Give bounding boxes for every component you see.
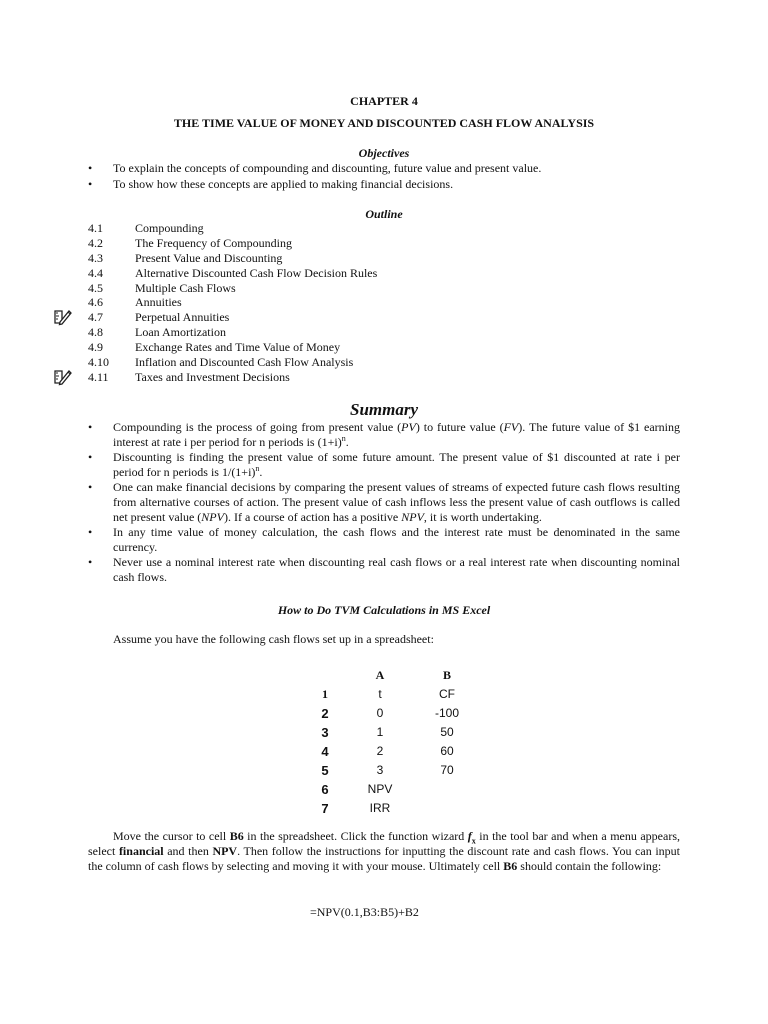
summary-bullet: • Never use a nominal interest rate when discounting real cash flows or a real interest rate when discounting nominal cash flows.: [88, 555, 680, 584]
outline-number: 4.7: [88, 310, 103, 325]
chapter-number: CHAPTER 4: [350, 94, 418, 108]
objectives-heading: Objectives: [358, 146, 410, 160]
outline-label: Perpetual Annuities: [135, 310, 230, 325]
cell-a: 2: [376, 744, 384, 758]
bullet-icon: •: [88, 177, 93, 191]
outline-label: Annuities: [135, 295, 182, 310]
outline-number: 4.10: [88, 355, 109, 370]
outline-number: 4.6: [88, 295, 103, 310]
outline-label: Alternative Discounted Cash Flow Decision Rules: [135, 265, 378, 280]
column-header: B: [442, 668, 451, 682]
bullet-icon: •: [88, 480, 93, 494]
cell-a: 1: [376, 725, 384, 739]
summary-bullet: • Compounding is the process of going from present value (PV) to future value (FV). The future value of $1 earning interest at rate i per period for n periods is $(1+i)^n$.: [88, 420, 681, 449]
row-number: 6: [321, 782, 329, 797]
outline-number: 4.3: [88, 250, 103, 265]
row-number: 5: [321, 763, 329, 778]
cell-a: NPV: [367, 782, 393, 796]
outline-label: Loan Amortization: [135, 325, 226, 340]
cell-b: CF: [439, 687, 455, 701]
bullet-icon: •: [88, 555, 93, 569]
summary-bullet: • In any time value of money calculation, the cash flows and the interest rate must be denominated in the same currency.: [88, 525, 680, 554]
chapter-title: THE TIME VALUE OF MONEY AND DISCOUNTED CASH FLOW ANALYSIS: [173, 116, 595, 130]
cell-b: 70: [440, 763, 454, 777]
bullet-icon: •: [88, 450, 93, 464]
assume-paragraph: Assume you have the following cash flows set up in a spreadsheet:: [113, 632, 434, 646]
bullet-icon: •: [88, 420, 93, 434]
outline-label: Exchange Rates and Time Value of Money: [135, 340, 341, 355]
bullet-icon: •: [88, 161, 93, 175]
instructions-paragraph: Move the cursor to cell B6 in the spreadsheet. Click the function wizard $f_x$ in the tool bar and when a menu appears, select financial and then NPV. Then follow the instructions for inputting the discount rate and cash flows. You can input the column of cash flows by selecting and moving it with your mouse. Ultimately cell B6 should contain the following:: [88, 829, 680, 873]
outline-number: 4.1: [88, 221, 103, 235]
cell-b: 60: [440, 744, 454, 758]
outline-heading: Outline: [365, 207, 403, 221]
outline-number: 4.11: [88, 369, 109, 384]
cell-a: IRR: [369, 801, 391, 815]
outline-number: 4.2: [88, 235, 103, 250]
pencil-ruler-icon: [53, 308, 73, 326]
bullet-icon: •: [88, 525, 93, 539]
summary-bullet-list: [88, 420, 680, 585]
outline-number: 4.9: [88, 340, 103, 355]
summary-bullet: • One can make financial decisions by comparing the present values of streams of expected future cash flows resulting from alternative courses of action. The present value of cash inflows less the present value of cash outflows is called net present value (NPV). If a course of action has a positive NPV, it is worth undertaking.: [88, 480, 680, 524]
outline-number: 4.8: [88, 325, 103, 340]
outline-label: Compounding: [135, 221, 204, 235]
row-number: 1: [322, 687, 328, 701]
cell-a: 0: [376, 706, 384, 720]
outline-label: Inflation and Discounted Cash Flow Analysis: [135, 355, 354, 370]
outline-label: Taxes and Investment Decisions: [135, 369, 290, 384]
row-number: 3: [321, 725, 329, 740]
row-number: 4: [321, 744, 329, 759]
pencil-ruler-icon: [53, 368, 73, 386]
summary-heading: Summary: [349, 400, 419, 419]
outline-label: Present Value and Discounting: [135, 250, 283, 265]
cell-a: 3: [376, 763, 384, 777]
npv-formula: =NPV(0.1,B3:B5)+B2: [310, 905, 419, 919]
row-number: 2: [321, 706, 329, 721]
column-header: A: [375, 668, 385, 682]
cell-b: 50: [440, 725, 454, 739]
row-number: 7: [321, 801, 329, 816]
cell-b: -100: [434, 706, 460, 720]
outline-label: Multiple Cash Flows: [135, 280, 236, 295]
document-page: CHAPTER 4 THE TIME VALUE OF MONEY AND DISCOUNTED CASH FLOW ANALYSIS Objectives • To explain the concepts of compounding and discounting, future value and present value. • To show how these concepts are applied to making financial decisions. Outline 4.1 Compounding 4.2 The Frequency of Compounding 4.3 Present Value and Discounting 4.4 Alternative Discounted Cash Flow Decision Rules 4.5 Multiple Cash Flows 4.6 Annuities 4.7 Perpetual Annuities 4.8 Loan Amortization 4.9 Exchange Rates and Time Value of Money 4.10 Inflation and Discounted Cash Flow Analysis 4.11 Taxes and Investment Decisions Summary • Compounding is the process of going from present value (PV) to future value (FV). The future value of $1 earning interest at rate i per period for n periods is $(1+i)^n$. • Discounting is finding the present value of some future amount. The present value of $1 discounted at rate i per period for n periods is $1/(1+i)^n$. • One can make financial decisions by comparing the present values of streams of expected future cash flows resulting from alternative courses of action. The present value of cash inflows less the present value of cash outflows is called net present value (NPV). If a course of action has a positive NPV, it is worth undertaking. • In any time value of money calculation, the cash flows and the interest rate must be denominated in the same currency. • Never use a nominal interest rate when discounting real cash flows or a real interest rate when discounting nominal cash flows. How to Do TVM Calculations in MS Excel Assume you have the following cash flows set up in a spreadsheet: A B 1 t CF 2 0 -100 3 1 50 4 2 60 5 3 70 6 NPV 7 IRR Move the cursor to cell B6 in the spreadsheet. Click the function wizard $f_x$ in the tool bar and when a menu appears, select financial and then NPV. Then follow the instructions for inputting the discount rate and cash flows. You can input the column of cash flows by selecting and moving it with your mouse. Ultimately cell B6 should contain the following: =NPV(0.1,B3:B5)+B2: [0, 0, 768, 1024]
outline-number: 4.4: [88, 265, 103, 280]
summary-bullet: • Discounting is finding the present value of some future amount. The present value of $1 discounted at rate i per period for n periods is $1/(1+i)^n$.: [88, 450, 680, 479]
cell-a: t: [378, 687, 382, 701]
outline-label: The Frequency of Compounding: [135, 235, 292, 250]
excel-section-heading: How to Do TVM Calculations in MS Excel: [277, 603, 491, 617]
outline-number: 4.5: [88, 280, 103, 295]
